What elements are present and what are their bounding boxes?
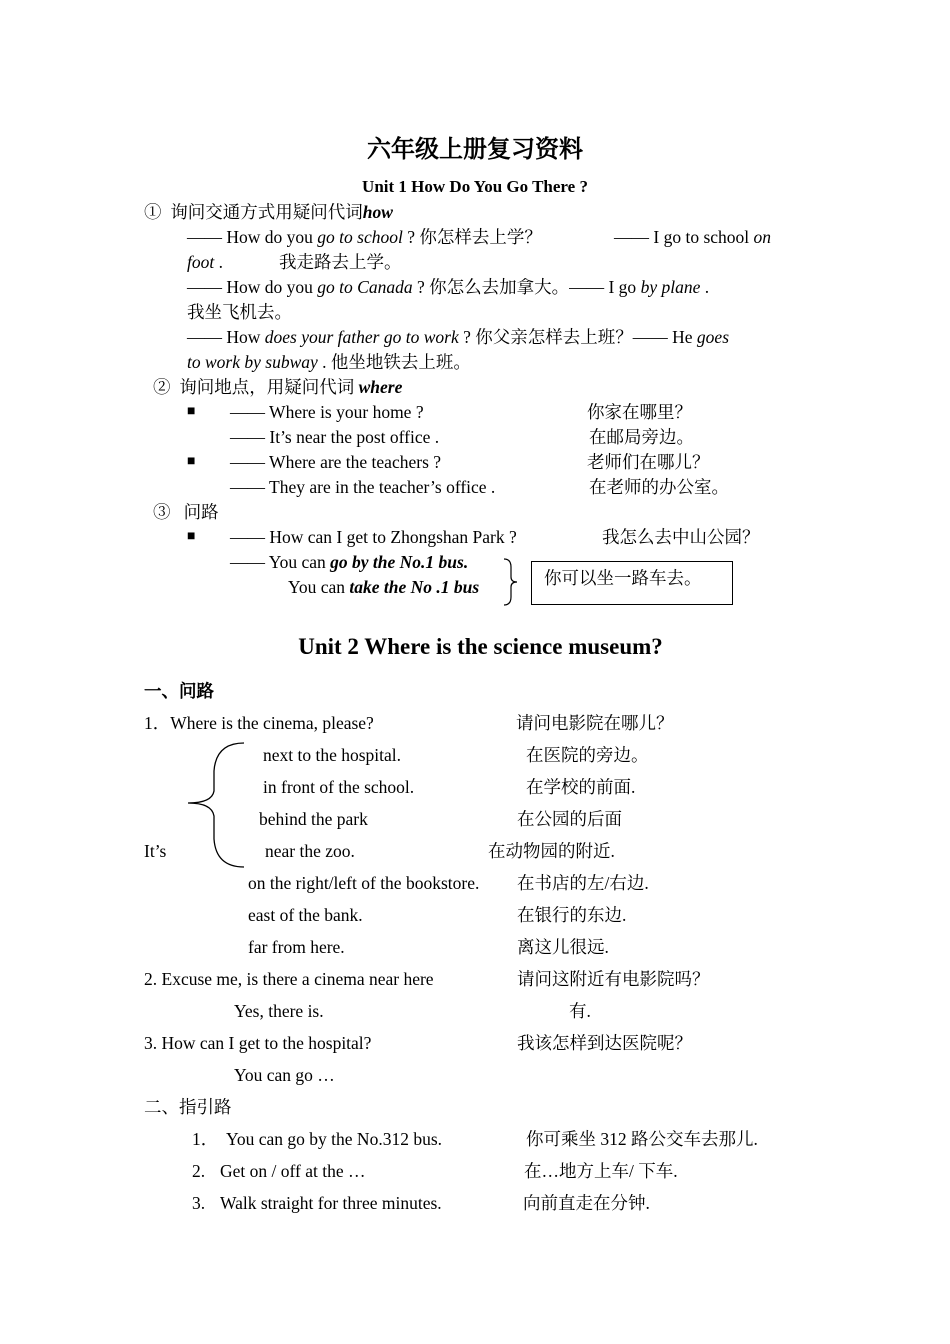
translation-box-text: 你可以坐一路车去。	[544, 568, 702, 588]
a3-en: You can go …	[234, 1065, 335, 1085]
q2-zh: 请问这附近有电影院吗？	[517, 969, 710, 989]
bullet-square-icon: ■	[187, 454, 196, 469]
circled-number-1: ①	[144, 202, 162, 222]
answer-7-en: far from here.	[248, 937, 345, 957]
guide-3-num: 3.	[192, 1193, 206, 1213]
answer-6-zh: 在银行的东边.	[517, 905, 627, 925]
answer-6-en: east of the bank.	[248, 905, 363, 925]
s3-answer-1: —— You can go by the No.1 bus.	[230, 552, 469, 572]
answer-4-en: near the zoo.	[265, 841, 355, 861]
bullet-square-icon: ■	[187, 529, 196, 544]
section1-label: 询问交通方式用疑问代词	[170, 202, 363, 222]
left-brace-icon	[186, 741, 246, 869]
s2-row-2-en: —— It’s near the post office .	[230, 427, 440, 447]
a2-zh: 有.	[569, 1001, 591, 1021]
keyword-where: where	[358, 377, 403, 397]
answer-3-zh: 在公园的后面	[517, 809, 622, 829]
q1-zh: 请问电影院在哪儿？	[516, 713, 674, 733]
guide-1-en: You can go by the No.312 bus.	[226, 1129, 442, 1149]
answer-2-en: in front of the school.	[263, 777, 415, 797]
s2-row-3-zh: 老师们在哪儿？	[587, 452, 710, 472]
s1-line-2-zh: 我走路去上学。	[279, 252, 402, 272]
s2-row-4-en: —— They are in the teacher’s office .	[230, 477, 496, 497]
circled-number-3: ③	[153, 502, 171, 522]
answer-3-en: behind the park	[259, 809, 368, 829]
unit2-heading: Unit 2 Where is the science museum?	[298, 634, 663, 659]
s2-row-2-zh: 在邮局旁边。	[589, 427, 694, 447]
s1-line-5: —— How does your father go to work ? 你父亲怎样去上班？—— He goes	[187, 327, 729, 347]
s2-row-1-en: —— Where is your home ?	[230, 402, 424, 422]
s2-row-1-zh: 你家在哪里？	[587, 402, 692, 422]
section2-label: 询问地点，用疑问代词	[179, 377, 359, 397]
q1-en: 1．Where is the cinema, please?	[144, 713, 374, 733]
s3-answer-2: You can take the No .1 bus	[288, 577, 480, 597]
guide-2-en: Get on / off at the …	[220, 1161, 366, 1181]
guide-1-num: 1．	[192, 1129, 219, 1149]
s1-line-4: 我坐飞机去。	[187, 302, 292, 322]
s1-line-1: —— How do you go to school ? 你怎样去上学？	[187, 227, 542, 247]
q3-zh: 我该怎样到达医院呢？	[517, 1033, 692, 1053]
section2-heading	[153, 377, 402, 398]
s2-row-4-zh: 在老师的办公室。	[589, 477, 729, 497]
s1-line-6: to work by subway . 他坐地铁去上班。	[187, 352, 471, 372]
s3-question-en: —— How can I get to Zhongshan Park ?	[230, 527, 517, 547]
answer-1-zh: 在医院的旁边。	[526, 745, 649, 765]
answer-7-zh: 离这儿很远.	[517, 937, 609, 957]
answer-1-en: next to the hospital.	[263, 745, 402, 765]
its-label: It’s	[144, 841, 167, 861]
unit2-section1-heading: 一、问路	[144, 681, 214, 701]
section3-heading	[153, 502, 219, 523]
section3-label: 问路	[183, 502, 219, 522]
s1-line-1-answer: —— I go to school on	[614, 227, 772, 247]
answer-5-en: on the right/left of the bookstore.	[248, 873, 480, 893]
guide-3-en: Walk straight for three minutes.	[220, 1193, 442, 1213]
q3-en: 3. How can I get to the hospital?	[144, 1033, 372, 1053]
a2-en: Yes, there is.	[234, 1001, 324, 1021]
answer-5-zh: 在书店的左/右边.	[517, 873, 649, 893]
answer-2-zh: 在学校的前面.	[526, 777, 636, 797]
right-brace-icon	[502, 557, 520, 607]
guide-3-zh: 向前直走在分钟.	[523, 1193, 650, 1213]
bullet-square-icon: ■	[187, 404, 196, 419]
q2-en: 2. Excuse me, is there a cinema near here	[144, 969, 434, 989]
guide-2-zh: 在…地方上车/ 下车.	[524, 1161, 678, 1181]
guide-2-num: 2.	[192, 1161, 206, 1181]
s1-line-3: —— How do you go to Canada ? 你怎么去加拿大。—— I go by plane .	[187, 277, 710, 297]
keyword-how: how	[362, 202, 393, 222]
unit1-heading: Unit 1 How Do You Go There ?	[362, 177, 588, 196]
section1-heading	[144, 202, 393, 223]
guide-1-zh: 你可乘坐 312 路公交车去那儿.	[526, 1129, 758, 1149]
answer-4-zh: 在动物园的附近.	[488, 841, 615, 861]
page-title: 六年级上册复习资料	[367, 137, 583, 163]
s2-row-3-en: —— Where are the teachers ?	[230, 452, 442, 472]
unit2-section2-heading: 二、指引路	[144, 1097, 232, 1117]
s1-line-2: foot .	[187, 252, 223, 272]
s3-question-zh: 我怎么去中山公园？	[602, 527, 760, 547]
circled-number-2: ②	[153, 377, 171, 397]
translation-box	[531, 561, 733, 605]
